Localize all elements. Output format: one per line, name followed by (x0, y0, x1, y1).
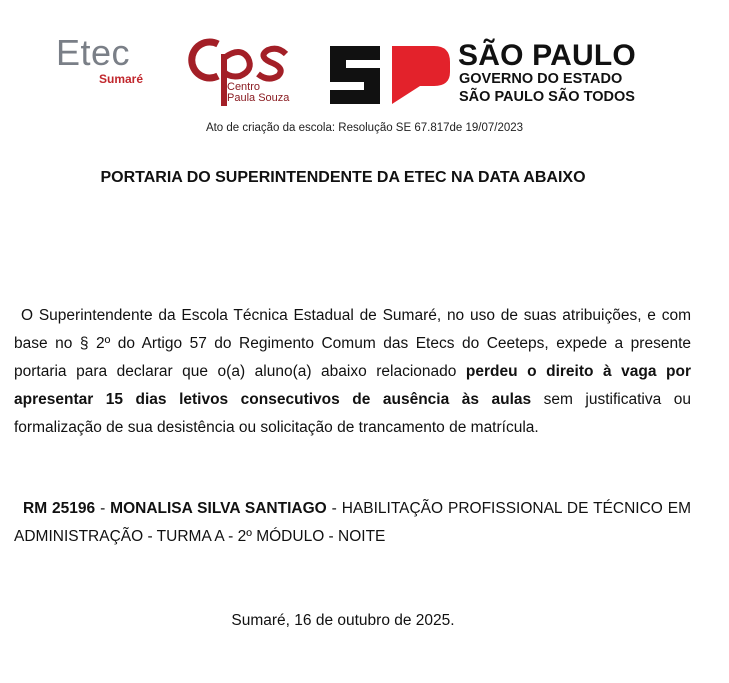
cps-logo-line2: Paula Souza (227, 92, 290, 104)
sp-government-mark (330, 46, 452, 104)
student-separator: - (95, 500, 111, 517)
body-intro: O Superintendente da Escola Técnica Estadual de Sumaré, no uso de suas atribuições, e com base no § 2º do Artigo 57 do Regimento Comum das Etecs do Ceeteps, expede a presente portaria para declarar que o(a) aluno(a) abaixo relacionado (14, 307, 691, 380)
cps-logo (182, 36, 294, 108)
body-outro: sem justificativa ou formalização de sua desistência ou solicitação de trancamento de matrícula. (14, 391, 691, 436)
etec-logo-subtitle: Sumaré (99, 72, 144, 86)
student-name: MONALISA SILVA SANTIAGO (110, 500, 327, 517)
sp-logo-title: SÃO PAULO (458, 39, 636, 72)
student-record (14, 495, 691, 551)
etec-logo (56, 34, 148, 90)
etec-logo-word: Etec (56, 32, 131, 73)
creation-act-note: Ato de criação da escola: Resolução SE 67.817de 19/07/2023 (205, 122, 524, 134)
document-date: Sumaré, 16 de outubro de 2025. (231, 612, 455, 629)
student-details: - HABILITAÇÃO PROFISSIONAL DE TÉCNICO EM ADMINISTRAÇÃO - TURMA A - 2º MÓDULO - NOITE (14, 500, 692, 545)
document-title: PORTARIA DO SUPERINTENDENTE DA ETEC NA DATA ABAIXO (100, 169, 586, 186)
body-bold-statement: perdeu o direito à vaga por apresentar 15 dias letivos consecutivos de ausência às aulas (14, 363, 691, 408)
body-paragraph (14, 302, 691, 442)
student-rm: RM 25196 (23, 500, 96, 517)
sp-logo-subtitle: GOVERNO DO ESTADO (459, 71, 623, 87)
sp-logo-slogan: SÃO PAULO SÃO TODOS (459, 89, 635, 105)
cps-logo-line1: Centro (227, 81, 261, 93)
